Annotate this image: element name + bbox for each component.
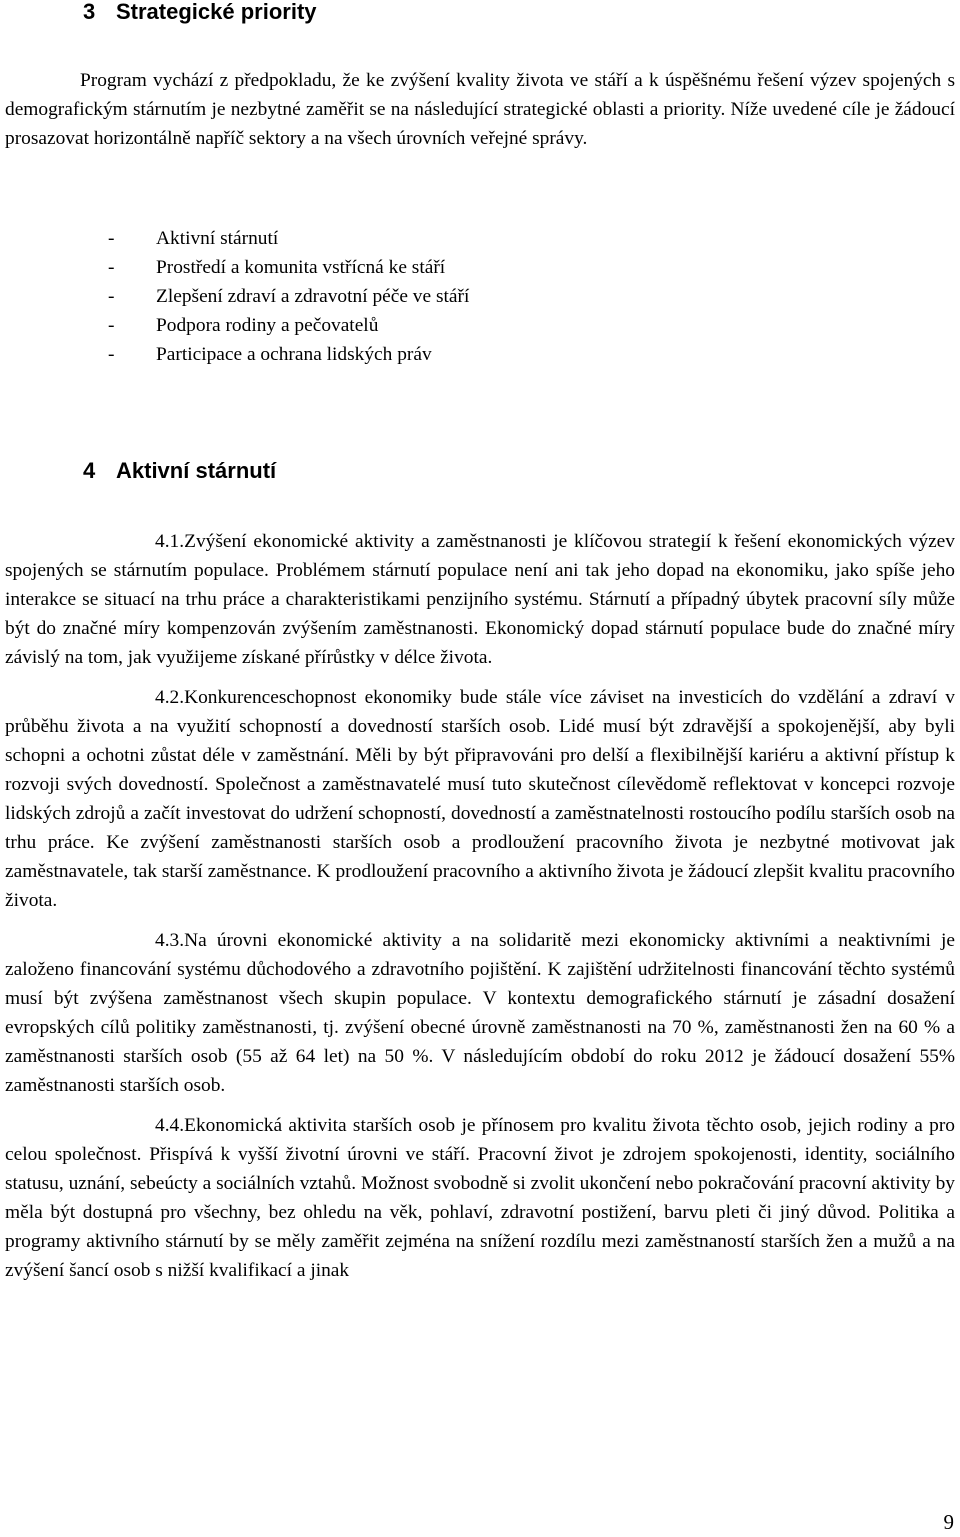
paragraph-number: 4.1. bbox=[155, 531, 185, 552]
list-item bbox=[108, 340, 469, 369]
paragraph-number: 4.2. bbox=[155, 687, 185, 708]
priority-list bbox=[108, 224, 469, 369]
list-bullet: - bbox=[108, 257, 115, 278]
section-3-title: Strategické priority bbox=[116, 0, 317, 24]
paragraph-number: 4.4. bbox=[155, 1115, 185, 1136]
list-bullet: - bbox=[108, 286, 115, 307]
section-3-number: 3 bbox=[83, 0, 96, 24]
paragraph-4-2 bbox=[5, 683, 955, 915]
paragraph-text: Zvýšení ekonomické aktivity a zaměstnanosti je klíčovou strategií k řešení ekonomických výzev spojených se stárnutím populace. Problémem stárnutí populace není ani tak jeho dopad na ekonomiku, jako spíše jeho interakce se situací na trhu práce a charakteristikami penzijního systému. Stárnutí a případný úbytek pracovní síly může být do značné míry kompenzován zvýšením zaměstnanosti. Ekonomický dopad stárnutí populace bude do značné míry závislý na tom, jak využijeme získané přírůstky v délce života. bbox=[5, 531, 955, 668]
paragraph-4-3 bbox=[5, 926, 955, 1100]
section-4-number: 4 bbox=[83, 458, 96, 483]
section-4-title: Aktivní stárnutí bbox=[116, 458, 277, 483]
list-bullet: - bbox=[108, 228, 115, 249]
paragraph-text: Ekonomická aktivita starších osob je přínosem pro kvalitu života těchto osob, jejich rodiny a pro celou společnost. Přispívá k vyšší životní úrovni ve stáří. Pracovní život je zdrojem spokojenosti, identity, sociálního statusu, uznání, sebeúcty a sociálních vztahů. Možnost svobodně si zvolit ukončení nebo pokračování pracovní aktivity by měla být dostupná pro všechny, bez ohledu na věk, pohlaví, zdravotní postižení, barvu pleti či jiný důvod. Politika a programy aktivního stárnutí by se měly zaměřit zejména na snížení rozdílu mezi zaměstnaností starších žen a mužů a na zvýšení šancí osob s nižší kvalifikací a jinak bbox=[5, 1115, 955, 1281]
list-item-text: Prostředí a komunita vstřícná ke stáří bbox=[156, 257, 446, 278]
list-bullet: - bbox=[108, 344, 115, 365]
section-4-heading bbox=[83, 458, 276, 484]
paragraph-number: 4.3. bbox=[155, 930, 185, 951]
page-number: 9 bbox=[943, 1510, 954, 1534]
paragraph-text: Konkurenceschopnost ekonomiky bude stále více záviset na investicích do vzdělání a zdraví v průběhu života a na využití schopností a dovedností starších osob. Lidé musí být zdravější a spokojenější, aby byli schopni a ochotni zůstat déle v zaměstnání. Měli by být připravováni pro delší a flexibilnější kariéru a aktivní přístup k rozvoji svých dovedností. Společnost a zaměstnavatelé musí tuto skutečnost cílevědomě reflektovat v koncepci rozvoje lidských zdrojů a začít investovat do udržení schopností, dovedností a zaměstnatelnosti rostoucího podílu starších osob na trhu práce. Ke zvýšení zaměstnanosti starších osob a prodloužení pracovního života je nezbytné motivovat jak zaměstnavatele, tak starší zaměstnance. K prodloužení pracovního a aktivního života je žádoucí zlepšit kvalitu pracovního života. bbox=[5, 687, 955, 911]
list-item bbox=[108, 253, 469, 282]
section-3-heading bbox=[83, 0, 317, 25]
paragraph-4-4 bbox=[5, 1111, 955, 1285]
list-item-text: Aktivní stárnutí bbox=[156, 228, 279, 249]
list-item bbox=[108, 282, 469, 311]
paragraph-4-1 bbox=[5, 527, 955, 672]
list-item-text: Participace a ochrana lidských práv bbox=[156, 344, 432, 365]
list-item bbox=[108, 311, 469, 340]
list-bullet: - bbox=[108, 315, 115, 336]
section-4-body bbox=[5, 527, 955, 1296]
section-3-intro: Program vychází z předpokladu, že ke zvýšení kvality života ve stáří a k úspěšnému řešení výzev spojených s demografickým stárnutím je nezbytné zaměřit se na následující strategické oblasti a priority. Níže uvedené cíle je žádoucí prosazovat horizontálně napříč sektory a na všech úrovních veřejné správy. bbox=[5, 70, 955, 149]
list-item-text: Zlepšení zdraví a zdravotní péče ve stáří bbox=[156, 286, 470, 307]
paragraph-text: Na úrovni ekonomické aktivity a na solidaritě mezi ekonomicky aktivními a neaktivními je založeno financování systému důchodového a zdravotního pojištění. K zajištění udržitelnosti financování těchto systémů musí být zvýšena zaměstnanost všech skupin populace. V kontextu demografického stárnutí je zásadní dosažení evropských cílů politiky zaměstnanosti, tj. zvýšení obecné úrovně zaměstnanosti na 70 %, zaměstnanosti žen na 60 % a zaměstnanosti starších osob (55 až 64 let) na 50 %. V následujícím období do roku 2012 je žádoucí dosažení 55% zaměstnanosti starších osob. bbox=[5, 930, 955, 1096]
list-item bbox=[108, 224, 469, 253]
list-item-text: Podpora rodiny a pečovatelů bbox=[156, 315, 379, 336]
